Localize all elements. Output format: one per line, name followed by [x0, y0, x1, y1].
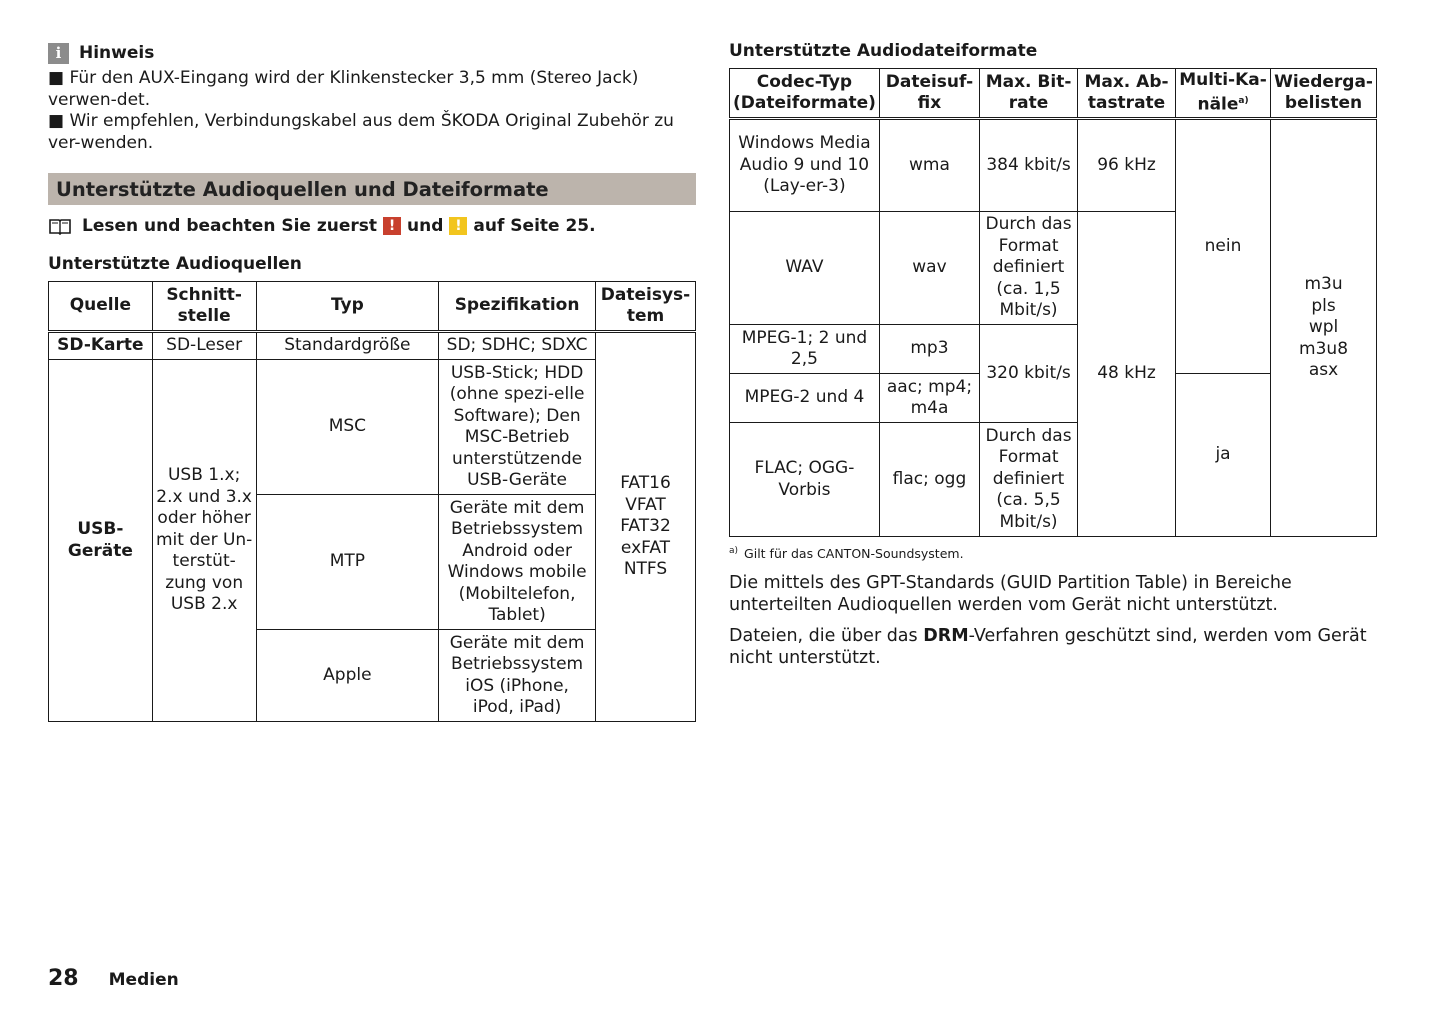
cell-codec: MPEG-1; 2 und 2,5 [730, 325, 880, 374]
audio-sources-table [48, 281, 696, 722]
playlist-item: m3u8 [1299, 338, 1349, 359]
cell-sd-typ: Standardgröße [256, 332, 439, 360]
cell-sd-spezifikation: SD; SDHC; SDXC [439, 332, 596, 360]
header-typ: Typ [256, 282, 439, 332]
cell-suffix: aac; mp4; m4a [879, 374, 979, 423]
header-quelle: Quelle [49, 282, 153, 332]
read-first-prefix: Lesen und beachten Sie zuerst [82, 216, 378, 236]
formats-header-row [730, 69, 1377, 119]
cell-dateisystem [596, 332, 696, 722]
info-icon: i [48, 43, 69, 64]
drm-paragraph: Dateien, die über das DRM-Verfahren geschützt sind, werden vom Gerät nicht unterstützt. [729, 626, 1367, 668]
cell-suffix: mp3 [879, 325, 979, 374]
fs-item: exFAT [620, 537, 671, 558]
cell-codec: WAV [730, 212, 880, 325]
read-first-note [48, 214, 596, 238]
cell-bitrate: Durch das Format definiert (ca. 5,5 Mbit/s) [980, 423, 1078, 537]
read-first-suffix: auf Seite 25. [473, 216, 596, 236]
cell-usb-typ-msc: MSC [256, 360, 439, 495]
playlist-item: asx [1308, 360, 1339, 381]
cell-abtastrate: 96 kHz [1078, 119, 1176, 212]
read-first-und: und [407, 216, 444, 236]
cell-codec: MPEG-2 und 4 [730, 374, 880, 423]
header-bitrate: Max. Bit-rate [980, 69, 1078, 119]
cell-usb-schnittstelle: USB 1.x; 2.x und 3.x oder höher mit der Un-terstüt-zung von USB 2.x [152, 360, 256, 722]
page-number: 28 [48, 966, 79, 991]
fs-item: FAT16 [620, 473, 671, 494]
cell-suffix: wma [879, 119, 979, 212]
cell-sd-schnittstelle: SD-Leser [152, 332, 256, 360]
gpt-paragraph: Die mittels des GPT-Standards (GUID Partition Table) in Bereiche unterteilten Audioquellen werden vom Gerät nicht unterstützt. [729, 573, 1292, 615]
footnote [729, 546, 964, 561]
warning-red-icon: ! [383, 217, 401, 235]
cell-bitrate: 384 kbit/s [980, 119, 1078, 212]
cell-codec: Windows Media Audio 9 und 10 (Lay-er-3) [730, 119, 880, 212]
chapter-title: Medien [108, 970, 179, 990]
section-title: Unterstützte Audioquellen und Dateiformate [56, 177, 549, 201]
cell-codec: FLAC; OGG-Vorbis [730, 423, 880, 537]
sources-heading: Unterstützte Audioquellen [48, 254, 302, 274]
cell-usb-spez-msc: USB-Stick; HDD (ohne spezi-elle Software); Den MSC-Betrieb unterstützende USB-Geräte [439, 360, 596, 495]
audio-formats-table [729, 68, 1377, 537]
playlist-item: m3u [1304, 274, 1343, 295]
section-heading-bar [48, 173, 696, 205]
fs-item: VFAT [625, 494, 666, 515]
hint-title: Hinweis [79, 43, 155, 63]
playlist-item: pls [1311, 295, 1336, 316]
footnote-text: Gilt für das CANTON-Soundsystem. [744, 546, 964, 562]
fs-item: FAT32 [620, 516, 671, 537]
warning-yellow-icon: ! [449, 217, 467, 235]
cell-suffix: wav [879, 212, 979, 325]
cell-usb-typ-apple: Apple [256, 630, 439, 722]
hint-header [48, 42, 154, 64]
cell-usb-spez-mtp: Geräte mit dem Betriebssystem Android oder Windows mobile (Mobiltelefon, Tablet) [439, 495, 596, 630]
hint-body [48, 68, 688, 154]
cell-sd-quelle: SD-Karte [49, 332, 153, 360]
header-multikanal: Multi-Ka-näle$^{a)}$ [1175, 69, 1270, 119]
cell-abtastrate-shared: 48 kHz [1078, 212, 1176, 537]
cell-usb-typ-mtp: MTP [256, 495, 439, 630]
formats-heading: Unterstützte Audiodateiformate [729, 41, 1038, 61]
page-footer [48, 966, 179, 991]
header-abtastrate: Max. Ab-tastrate [1078, 69, 1176, 119]
cell-playlists [1271, 119, 1377, 537]
header-schnittstelle: Schnitt-stelle [152, 282, 256, 332]
cell-bitrate-shared: 320 kbit/s [980, 325, 1078, 423]
hint-bullet-aux: ■ Für den AUX-Eingang wird der Klinkenstecker 3,5 mm (Stereo Jack) verwen-det. [48, 68, 639, 110]
header-spezifikation: Spezifikation [439, 282, 596, 332]
cell-multikanal-nein: nein [1175, 119, 1270, 374]
sources-header-row [49, 282, 696, 332]
header-dateisystem: Dateisys-tem [596, 282, 696, 332]
cell-bitrate: Durch das Format definiert (ca. 1,5 Mbit/s) [980, 212, 1078, 325]
table-row [730, 119, 1377, 212]
drm-term: DRM [923, 626, 969, 646]
header-suffix: Dateisuf-fix [879, 69, 979, 119]
table-row [49, 332, 696, 360]
cell-usb-quelle: USB-Geräte [49, 360, 153, 722]
cell-multikanal-ja: ja [1175, 374, 1270, 537]
fs-item: NTFS [623, 559, 668, 580]
footnote-mark: a) [729, 546, 739, 556]
playlist-item: wpl [1308, 317, 1339, 338]
cell-suffix: flac; ogg [879, 423, 979, 537]
cell-usb-spez-apple: Geräte mit dem Betriebssystem iOS (iPhone, iPod, iPad) [439, 630, 596, 722]
header-codec: Codec-Typ (Dateiformate) [730, 69, 880, 119]
header-playlists: Wiederga-belisten [1271, 69, 1377, 119]
hint-bullet-cable: ■ Wir empfehlen, Verbindungskabel aus dem ŠKODA Original Zubehör zu ver-wenden. [48, 111, 674, 153]
book-icon [48, 217, 72, 235]
